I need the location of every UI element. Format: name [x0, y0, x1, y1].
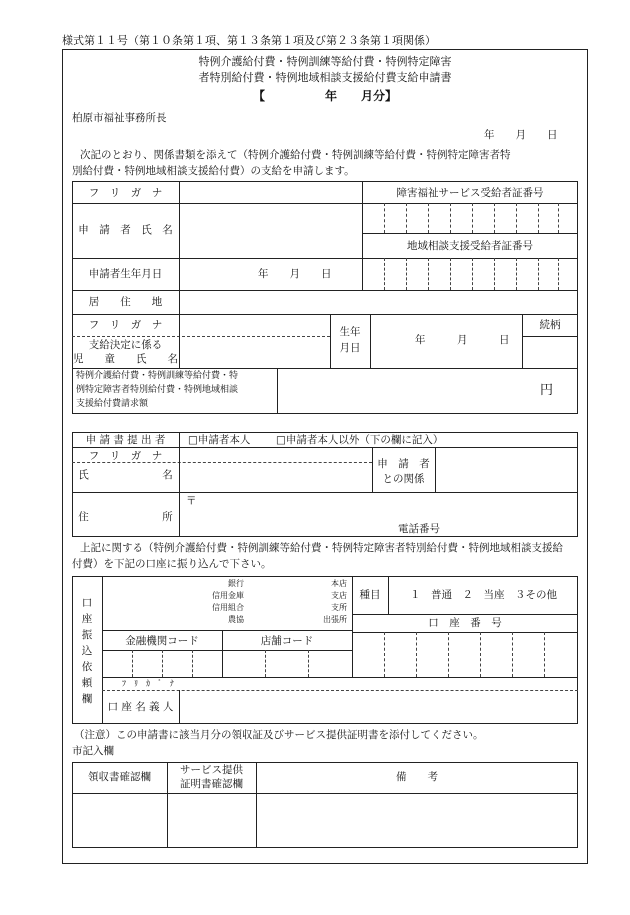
bank-code-label: 金融機関コード — [125, 635, 199, 647]
bank-side-7: 欄 — [81, 693, 93, 705]
disability-cert-label: 障害福祉サービス受給者証番号 — [396, 187, 544, 199]
branch-type-office: 出張所 — [323, 615, 347, 624]
birthdate-label: 申請者生年月日 — [88, 268, 163, 280]
service-check-label1: サービス提供 — [180, 764, 243, 776]
form-number: 様式第１１号（第１０条第１項、第１３条第１項及び第２３条第１項関係） — [62, 34, 436, 47]
child-furigana-label: フ リ ガ ナ — [88, 319, 163, 331]
child-birth-label1: 生年 — [339, 326, 361, 338]
date-line: 年 月 日 — [484, 129, 558, 141]
bank-side-5: 依 — [81, 661, 93, 673]
birthdate-value: 年 月 日 — [258, 268, 332, 280]
title-month: 【 年 月分】 — [252, 89, 397, 103]
account-type-label: 種目 — [359, 589, 381, 601]
submitter-furigana-label: フ リ ガ ナ — [88, 450, 163, 462]
phone-label: 電話番号 — [398, 523, 440, 535]
submitter-name-label: 氏 名 — [78, 469, 173, 481]
intro-line2: 別給付費・特例地域相談支援給付費）の支給を申請します。 — [72, 165, 355, 177]
remarks-label: 備 考 — [396, 771, 438, 783]
service-check-label2: 証明書確認欄 — [180, 778, 243, 790]
submitter-address-label: 住 所 — [78, 511, 173, 523]
transfer-note-line2: 付費）を下記の口座に振り込んで下さい。 — [72, 558, 272, 570]
amount-label3: 支援給付費請求額 — [76, 399, 149, 409]
branch-code-label: 店舗コード — [260, 635, 314, 647]
child-name-label2: 児 童 氏 名 — [73, 353, 178, 365]
bank-side-1: 口 — [81, 597, 93, 609]
city-section-label: 市記入欄 — [72, 745, 114, 757]
branch-type-main: 本店 — [331, 579, 347, 588]
account-type-options: １ 普通 ２ 当座 ３その他 — [410, 589, 557, 601]
applicant-name-label: 申 請 者 氏 名 — [78, 224, 173, 236]
inst-type-kumiai: 信用組合 — [212, 603, 244, 612]
branch-type-branch: 支店 — [331, 591, 347, 600]
child-birth-value: 年 月 日 — [415, 334, 510, 346]
inst-type-shinkin: 信用金庫 — [212, 591, 244, 600]
attachment-note: （注意）この申請書に該当月分の領収証及びサービス提供証明書を添付してください。 — [74, 729, 484, 741]
applicant-furigana-label: フ リ ガ ナ — [88, 187, 163, 199]
submitter-option-self[interactable]: □申請者本人 — [188, 434, 251, 446]
transfer-note-line1: 上記に関する（特例介護給付費・特例訓練等給付費・特例特定障害者特別給付費・特例地域相談支援給 — [80, 542, 563, 554]
submitter-relation-label2: との関係 — [382, 473, 425, 485]
bank-side-4: 込 — [81, 645, 93, 657]
yen-unit: 円 — [540, 383, 554, 398]
amount-label2: 例特定障害者特別給付費・特例地域相談 — [76, 385, 239, 395]
amount-label1: 特例介護給付費・特例訓練等給付費・特 — [76, 371, 239, 381]
inst-type-nokyo: 農協 — [228, 615, 244, 624]
submitter-relation-label1: 申 請 者 — [377, 458, 430, 470]
branch-type-sub: 支所 — [331, 603, 347, 612]
holder-name-label: 口 座 名 義 人 — [107, 701, 174, 713]
regional-cert-label: 地域相談支援受給者証番号 — [407, 240, 533, 252]
inst-type-bank: 銀行 — [228, 579, 244, 588]
address-label: 居 住 地 — [88, 296, 163, 308]
relation-label: 続柄 — [539, 319, 561, 331]
child-birth-label2: 月日 — [339, 342, 361, 354]
submitter-option-other[interactable]: □申請者本人以外（下の欄に記入） — [276, 434, 444, 446]
title-line2: 者特別給付費・特例地域相談支援給付費支給申請書 — [198, 71, 452, 84]
account-number-label: 口 座 番 号 — [428, 617, 502, 629]
postal-mark: 〒 — [186, 495, 197, 507]
addressee: 柏原市福祉事務所長 — [72, 112, 167, 124]
title-line1: 特例介護給付費・特例訓練等給付費・特例特定障害 — [198, 55, 452, 68]
receipt-check-label: 領収書確認欄 — [88, 771, 151, 783]
child-name-label1: 支給決定に係る — [88, 339, 163, 351]
holder-furigana-label: ﾌ ﾘ ｶ ﾞ ﾅ — [122, 679, 174, 688]
bank-side-3: 振 — [81, 629, 93, 641]
bank-side-6: 頼 — [81, 677, 93, 689]
intro-line1: 次記のとおり、関係書類を添えて（特例介護給付費・特例訓練等給付費・特例特定障害者特 — [80, 149, 511, 161]
bank-side-2: 座 — [81, 613, 93, 625]
submitter-label: 申 請 書 提 出 者 — [85, 434, 166, 446]
